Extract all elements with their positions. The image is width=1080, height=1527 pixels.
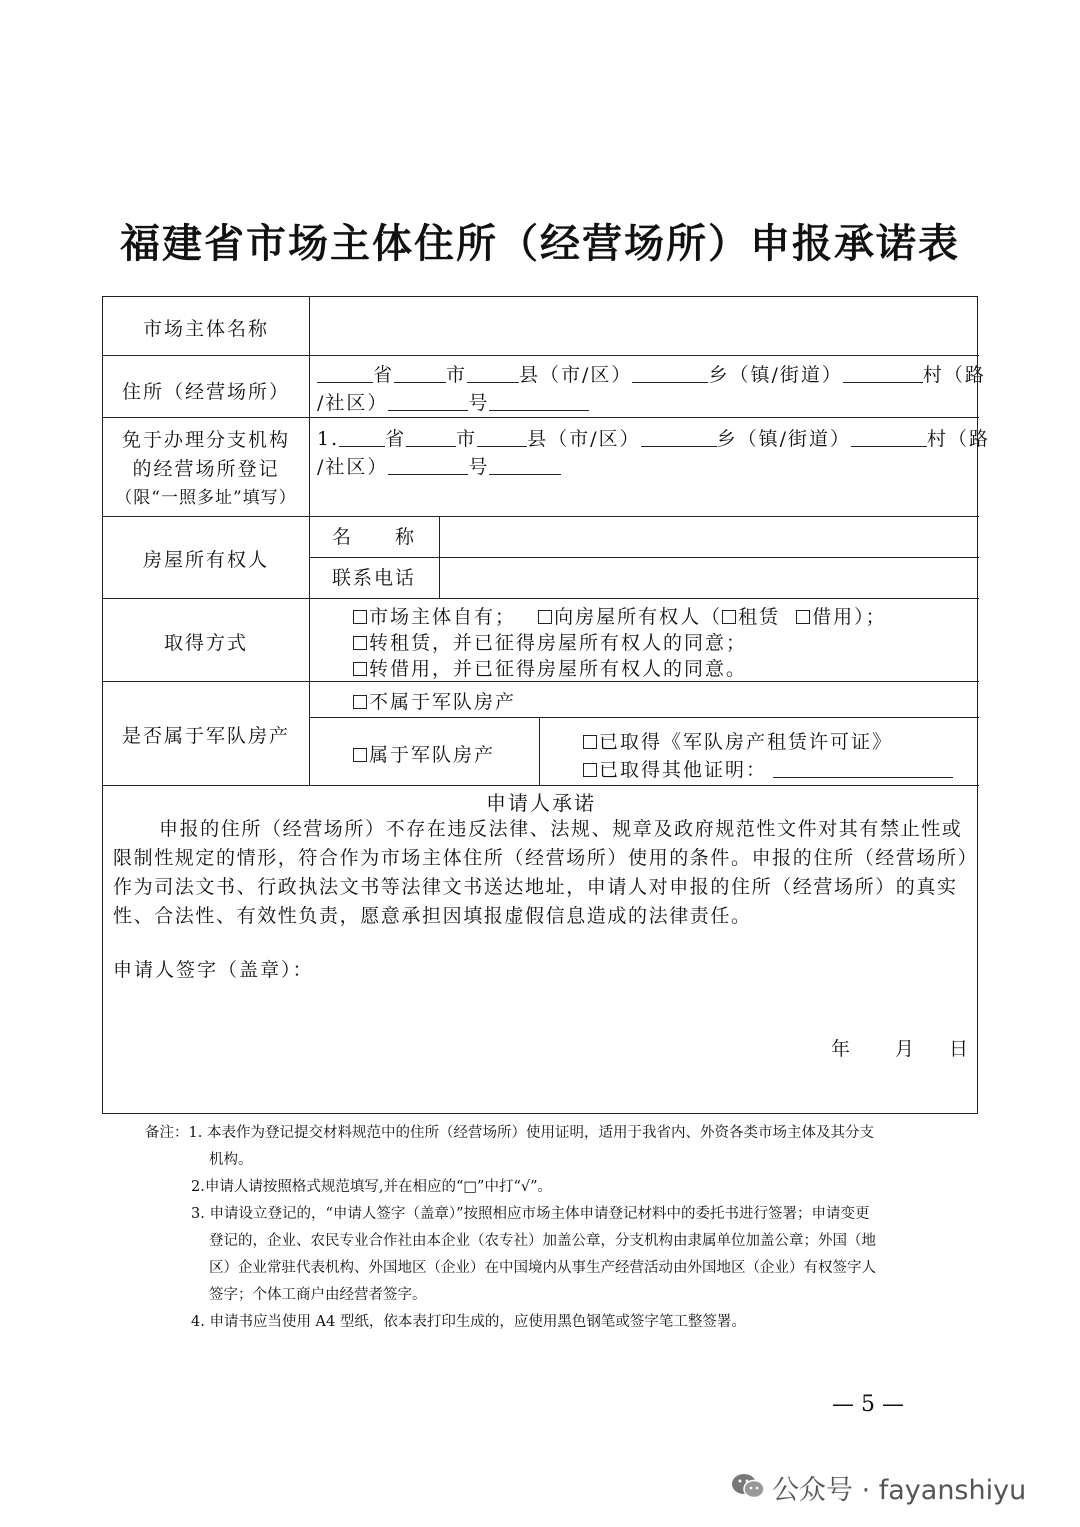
option-text: 属于军队房产 <box>369 744 496 766</box>
row-divider <box>103 681 979 682</box>
village-field[interactable] <box>843 364 923 383</box>
note-3-cont: 签字；个体工商户由经营者签字。 <box>209 1287 427 1303</box>
option-text: 转租赁，并已征得房屋所有权人的同意； <box>369 632 748 654</box>
row-divider <box>103 785 979 786</box>
address-text: 县（市/区） <box>519 364 633 386</box>
other-proof-checkbox[interactable] <box>583 763 597 777</box>
market-entity-name-field[interactable] <box>311 299 977 353</box>
township-field[interactable] <box>641 428 717 447</box>
from-owner-checkbox[interactable] <box>538 610 552 624</box>
address-text: 号 <box>468 392 490 414</box>
city-field[interactable] <box>394 364 446 383</box>
promise-title: 申请人承诺 <box>486 791 596 815</box>
province-field[interactable] <box>339 428 385 447</box>
address-text: 县（市/区） <box>527 428 641 450</box>
branch-exempt-label-1: 免于办理分支机构 <box>121 429 290 451</box>
house-number-field[interactable] <box>489 392 589 411</box>
acquisition-line-2 <box>353 628 747 655</box>
branch-address-line-2 <box>317 452 561 479</box>
option-text: 转借用，并已征得房屋所有权人的同意。 <box>369 658 748 680</box>
note-1-cont: 机构。 <box>209 1152 253 1168</box>
sublease-checkbox[interactable] <box>353 636 367 650</box>
community-field[interactable] <box>388 456 468 475</box>
acquisition-method-label: 取得方式 <box>163 632 248 654</box>
borrow-checkbox[interactable] <box>796 610 810 624</box>
note-2: 2.申请人请按照格式规范填写,并在相应的“□”中打“√”。 <box>191 1179 553 1195</box>
option-text: 不属于军队房产 <box>369 691 517 713</box>
not-military-checkbox[interactable] <box>353 695 367 709</box>
row-divider <box>103 598 979 599</box>
military-license-option <box>583 727 893 754</box>
note-1: 备注：1. 本表作为登记提交材料规范中的住所（经营场所）使用证明，适用于我省内、外资各类市场主体及其分支 <box>145 1125 874 1141</box>
option-text: 借用）； <box>812 606 887 628</box>
other-proof-option <box>583 755 953 782</box>
note-4: 4. 申请书应当使用 A4 型纸，依本表打印生成的，应使用黑色钢笔或签字笔工整签署。 <box>191 1314 746 1330</box>
branch-exempt-label-3: （限“一照多址”填写） <box>115 488 297 508</box>
address-text: 省 <box>385 428 407 450</box>
other-proof-field[interactable] <box>773 759 953 778</box>
note-3-cont: 登记的，企业、农民专业合作社由本企业（农专社）加盖公章，分支机构由隶属单位加盖公章；外国（地 <box>209 1233 876 1249</box>
branch-exempt-label-2: 的经营场所登记 <box>132 458 280 480</box>
address-text: /社区） <box>317 392 389 414</box>
owner-phone-field[interactable] <box>441 559 977 597</box>
military-property-label: 是否属于军队房产 <box>121 725 290 747</box>
row-divider <box>309 717 979 718</box>
address-text: /社区） <box>317 456 389 478</box>
address-text: 号 <box>468 456 490 478</box>
is-military-checkbox[interactable] <box>353 748 367 762</box>
city-field[interactable] <box>406 428 456 447</box>
date-year: 年 <box>831 1038 853 1060</box>
wechat-icon <box>730 1471 766 1501</box>
option-text: 向房屋所有权人（ <box>554 606 723 628</box>
market-entity-name-label: 市场主体名称 <box>142 318 269 340</box>
date-month: 月 <box>895 1038 917 1060</box>
county-field[interactable] <box>467 364 519 383</box>
option-text: 已取得《军队房产租赁许可证》 <box>599 731 894 753</box>
date-day: 日 <box>949 1038 971 1060</box>
note-3-cont: 区）企业常驻代表机构、外国地区（企业）在中国境内从事生产经营活动由外国地区（企业）有权签字人 <box>209 1260 876 1276</box>
owner-phone-label: 联系电话 <box>331 567 416 589</box>
notes <box>145 1120 955 1336</box>
column-divider <box>439 516 440 598</box>
column-divider <box>539 717 540 785</box>
sub-borrow-checkbox[interactable] <box>353 662 367 676</box>
province-field[interactable] <box>317 364 373 383</box>
village-field[interactable] <box>851 428 927 447</box>
watermark: 公众号 · fayanshiyu <box>772 1475 1027 1506</box>
acquisition-line-1 <box>353 602 887 629</box>
page-title: 福建省市场主体住所（经营场所）申报承诺表 <box>120 221 960 267</box>
owner-label: 房屋所有权人 <box>142 549 269 571</box>
declaration-form <box>102 296 990 1114</box>
row-divider <box>309 557 979 558</box>
promise-text: 申报的住所（经营场所）不存在违反法律、法规、规章及政府规范性文件对其有禁止性或限制性规定的情形，符合作为市场主体住所（经营场所）使用的条件。申报的住所（经营场所）作为司法文书、行政执法文书等法律文书送达地址，申请人对申报的住所（经营场所）的真实性、合法性、有效性负责，愿意承担因填报虚假信息造成的法律责任。 <box>113 818 969 927</box>
house-number-field[interactable] <box>489 456 561 475</box>
military-license-checkbox[interactable] <box>583 735 597 749</box>
address-label: 住所（经营场所） <box>121 381 290 403</box>
option-text: 已取得其他证明： <box>599 759 768 781</box>
rent-checkbox[interactable] <box>722 610 736 624</box>
address-line-1 <box>317 360 986 387</box>
address-text: 省 <box>373 364 395 386</box>
applicant-signature-label: 申请人签字（盖章）： <box>113 959 314 981</box>
address-line-2 <box>317 388 589 415</box>
option-text: 租赁 <box>738 606 781 628</box>
row-divider <box>103 417 979 418</box>
note-3: 3. 申请设立登记的，“申请人签字（盖章）”按照相应市场主体申请登记材料中的委托书进行签署；申请变更 <box>191 1206 870 1222</box>
not-military-option <box>353 687 516 714</box>
acquisition-line-3 <box>353 654 747 681</box>
address-text: 市 <box>446 364 468 386</box>
address-text: 1. <box>317 428 340 450</box>
owner-name-field[interactable] <box>441 518 977 556</box>
row-divider <box>103 355 979 356</box>
county-field[interactable] <box>477 428 527 447</box>
address-text: 村（路 <box>926 428 990 450</box>
address-text: 乡（镇/街道） <box>708 364 843 386</box>
page-number: — 5 — <box>832 1392 904 1417</box>
owner-name-label: 名 称 <box>331 526 416 548</box>
option-text: 市场主体自有； <box>369 606 517 628</box>
community-field[interactable] <box>388 392 468 411</box>
township-field[interactable] <box>632 364 708 383</box>
address-text: 乡（镇/街道） <box>716 428 851 450</box>
applicant-signature-field[interactable] <box>113 987 969 1027</box>
is-military-option <box>353 740 495 767</box>
row-divider <box>103 516 979 517</box>
address-text: 市 <box>456 428 478 450</box>
self-owned-checkbox[interactable] <box>353 610 367 624</box>
address-text: 村（路 <box>922 364 986 386</box>
branch-address-line-1 <box>317 424 990 451</box>
